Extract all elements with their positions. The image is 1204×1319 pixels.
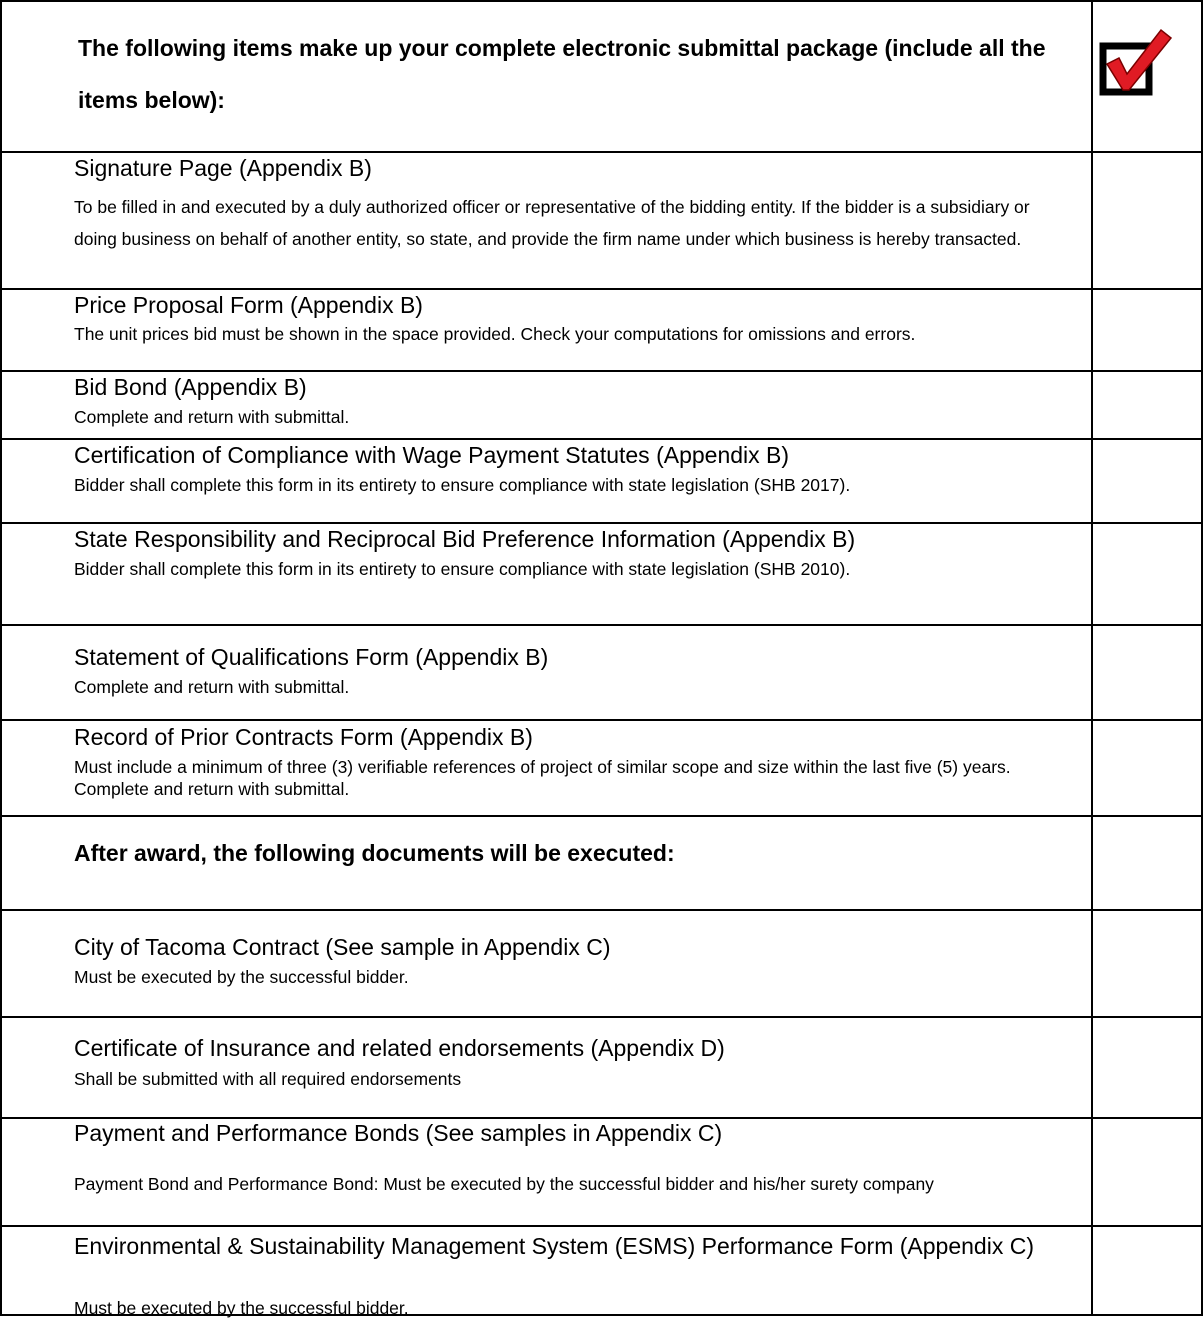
item-cell bbox=[2, 911, 1091, 1016]
item-cell bbox=[2, 290, 1091, 370]
item-description: Must be executed by the successful bidder. bbox=[74, 1298, 409, 1318]
checklist-item-row bbox=[0, 290, 1203, 372]
check-cell[interactable] bbox=[1091, 440, 1201, 522]
item-cell bbox=[2, 440, 1091, 522]
item-description: Must be executed by the successful bidder. bbox=[74, 967, 409, 987]
item-cell bbox=[2, 524, 1091, 624]
after-award-item-row bbox=[0, 911, 1203, 1018]
item-description: Payment Bond and Performance Bond: Must be executed by the successful bidder and his/her surety company bbox=[74, 1174, 934, 1194]
check-cell[interactable] bbox=[1091, 153, 1201, 288]
item-description: Shall be submitted with all required endorsements bbox=[74, 1069, 462, 1089]
item-description: The unit prices bid must be shown in the space provided. Check your computations for omissions and errors. bbox=[74, 324, 916, 344]
item-cell bbox=[2, 1227, 1091, 1318]
checklist-item-row bbox=[0, 153, 1203, 290]
item-title: Certificate of Insurance and related endorsements (Appendix D) bbox=[74, 1035, 725, 1061]
item-title: City of Tacoma Contract (See sample in Appendix C) bbox=[74, 934, 611, 960]
item-title: Price Proposal Form (Appendix B) bbox=[74, 292, 423, 318]
checklist-header-row bbox=[0, 0, 1203, 153]
check-cell[interactable] bbox=[1091, 626, 1201, 719]
item-title: Certification of Compliance with Wage Payment Statutes (Appendix B) bbox=[74, 442, 790, 468]
after-award-item-row bbox=[0, 1227, 1203, 1316]
check-cell[interactable] bbox=[1091, 1119, 1201, 1225]
item-title: Environmental & Sustainability Management System (ESMS) Performance Form (Appendix C) bbox=[74, 1233, 1034, 1259]
item-cell bbox=[2, 1018, 1091, 1117]
checklist-item-row bbox=[0, 372, 1203, 440]
item-description: Must include a minimum of three (3) verifiable references of project of similar scope and size within the last five (5) years. Complete and return with submittal. bbox=[74, 757, 1011, 799]
item-cell bbox=[2, 372, 1091, 438]
check-cell[interactable] bbox=[1091, 721, 1201, 815]
item-title: Statement of Qualifications Form (Appendix B) bbox=[74, 644, 549, 670]
after-award-header-row bbox=[0, 817, 1203, 911]
check-cell[interactable] bbox=[1091, 290, 1201, 370]
item-cell bbox=[2, 153, 1091, 288]
checklist-header-title: The following items make up your complete electronic submittal package (include all the items below): bbox=[78, 35, 1046, 113]
checkbox-checkmark-icon bbox=[1099, 24, 1173, 98]
item-title: State Responsibility and Reciprocal Bid Preference Information (Appendix B) bbox=[74, 526, 856, 552]
check-cell[interactable] bbox=[1091, 1227, 1201, 1314]
item-title: Signature Page (Appendix B) bbox=[74, 155, 372, 181]
check-cell[interactable] bbox=[1091, 911, 1201, 1016]
item-description: Complete and return with submittal. bbox=[74, 677, 350, 697]
item-description: To be filled in and executed by a duly authorized officer or representative of the bidding entity. If the bidder is a subsidiary or doing business on behalf of another entity, so state, and provide the firm name under which business is hereby transacted. bbox=[74, 197, 1030, 249]
item-description: Bidder shall complete this form in its entirety to ensure compliance with state legislation (SHB 2017). bbox=[74, 475, 851, 495]
after-award-item-row bbox=[0, 1119, 1203, 1227]
item-description: Bidder shall complete this form in its entirety to ensure compliance with state legislation (SHB 2010). bbox=[74, 559, 851, 579]
checklist-item-row bbox=[0, 626, 1203, 721]
after-award-heading: After award, the following documents will be executed: bbox=[74, 840, 675, 866]
checklist-item-row bbox=[0, 440, 1203, 524]
item-cell bbox=[2, 721, 1091, 815]
item-cell bbox=[2, 626, 1091, 719]
item-cell bbox=[2, 1119, 1091, 1225]
check-cell bbox=[1091, 817, 1201, 909]
item-title: Record of Prior Contracts Form (Appendix B) bbox=[74, 724, 533, 750]
check-cell[interactable] bbox=[1091, 1018, 1201, 1117]
check-cell[interactable] bbox=[1091, 372, 1201, 438]
item-title: Payment and Performance Bonds (See samples in Appendix C) bbox=[74, 1120, 723, 1146]
checklist-item-row bbox=[0, 524, 1203, 626]
header-cell bbox=[2, 2, 1091, 151]
check-cell[interactable] bbox=[1091, 524, 1201, 624]
after-award-item-row bbox=[0, 1018, 1203, 1119]
checklist-item-row bbox=[0, 721, 1203, 817]
after-award-cell bbox=[2, 817, 1091, 909]
item-title: Bid Bond (Appendix B) bbox=[74, 374, 307, 400]
item-description: Complete and return with submittal. bbox=[74, 407, 350, 427]
